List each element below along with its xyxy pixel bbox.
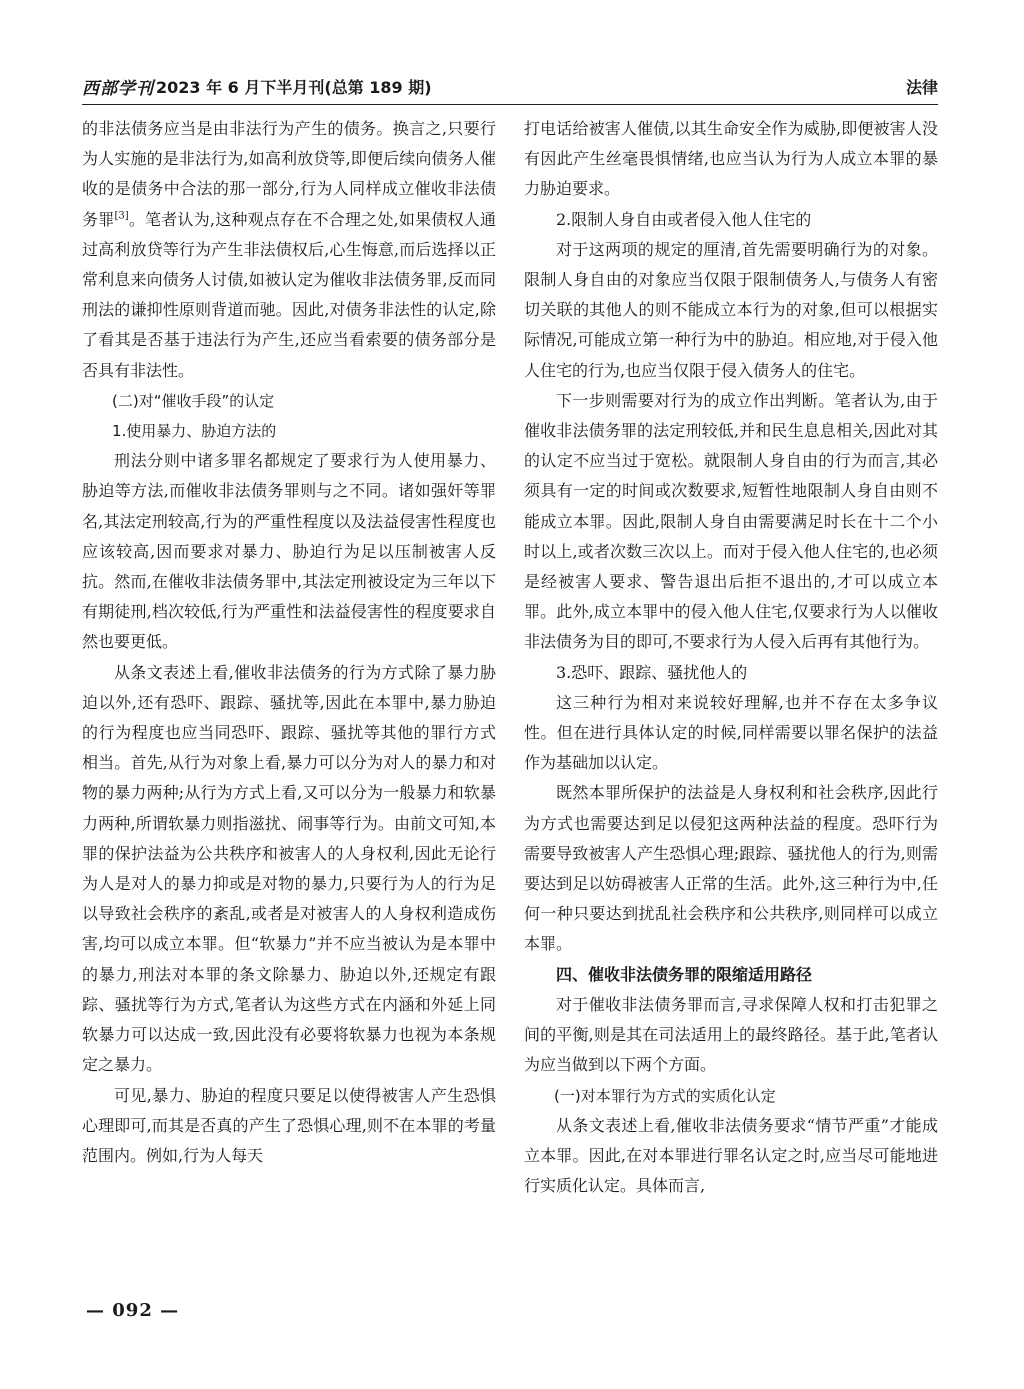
section-heading [524, 960, 938, 990]
paragraph [524, 778, 938, 959]
right-column [524, 114, 938, 1274]
subheading [524, 1081, 938, 1111]
paragraph-text: 2.限制人身自由或者侵入他人住宅的 [556, 209, 812, 229]
paragraph-text: 从条文表述上看,催收非法债务要求“情节严重”才能成立本罪。因此,在对本罪进行罪名认定之时,应当尽可能地进行实质化认定。具体而言, [524, 1115, 938, 1196]
paragraph-text: 可见,暴力、胁迫的程度只要足以使得被害人产生恐惧心理即可,而其是否真的产生了恐惧心理,则不在本罪的考量范围内。例如,行为人每天 [82, 1085, 496, 1165]
paragraph [524, 386, 938, 658]
page-number: — 092 — [86, 1300, 180, 1321]
paragraph-text: 的非法债务应当是由非法行为产生的债务。换言之,只要行为人实施的是非法行为,如高利放贷等,即便后续向债务人催收的是债务中合法的那一部分,行为人同样成立催收非法债务罪 [82, 119, 496, 229]
paragraph-text: 既然本罪所保护的法益是人身权利和社会秩序,因此行为方式也需要达到足以侵犯这两种法益的程度。恐吓行为需要导致被害人产生恐惧心理;跟踪、骚扰他人的行为,则需要达到足以妨碍被害人正常的生活。此外,这三种行为中,任何一种只要达到扰乱社会秩序和公共秩序,则同样可以成立本罪。 [524, 783, 938, 954]
paragraph-text: (二)对“催收手段”的认定 [112, 391, 275, 410]
paragraph [82, 658, 496, 1081]
paragraph-text: 这三种行为相对来说较好理解,也并不存在太多争议性。但在进行具体认定的时候,同样需要以罪名保护的法益作为基础加以认定。 [524, 692, 938, 773]
paragraph-continued [82, 114, 496, 386]
section-label: 法律 [905, 77, 938, 97]
paragraph-text: 打电话给被害人催债,以其生命安全作为威胁,即便被害人没有因此产生丝毫畏惧情绪,也应当认为行为人成立本罪的暴力胁迫要求。 [524, 119, 938, 199]
paragraph-continued [524, 114, 938, 205]
paragraph-text: (一)对本罪行为方式的实质化认定 [554, 1086, 776, 1105]
paragraph-text: 对于这两项的规定的厘清,首先需要明确行为的对象。限制人身自由的对象应当仅限于限制债务人,与债务人有密切关联的其他人的则不能成立本行为的对象,但可以根据实际情况,可能成立第一种行为中的胁迫。相应地,对于侵入他人住宅的行为,也应当仅限于侵入债务人的住宅。 [524, 239, 938, 380]
body-columns [82, 114, 938, 1274]
citation-ref: [3] [114, 210, 129, 222]
paragraph [524, 990, 938, 1081]
paragraph-text: 3.恐吓、跟踪、骚扰他人的 [556, 662, 748, 682]
paragraph-text: 四、催收非法债务罪的限缩适用路径 [556, 964, 813, 984]
header-rule [82, 104, 938, 105]
paragraph [524, 235, 938, 386]
issue-info: 2023 年 6 月下半月刊(总第 189 期) [156, 77, 432, 97]
subheading [82, 416, 496, 446]
paragraph-text-tail: 。笔者认为,这种观点存在不合理之处,如果债权人通过高利放贷等行为产生非法债权后,心生悔意,而后选择以正常利息来向债务人讨债,如被认定为催收非法债务罪,反而同刑法的谦抑性原则背道而驰。因此,对债务非法性的认定,除了看其是否基于违法行为产生,还应当看索要的债务部分是否具有非法性。 [82, 209, 496, 380]
paragraph [524, 205, 938, 235]
journal-name: 西部学刊 [82, 78, 154, 99]
paragraph [524, 688, 938, 779]
paragraph [82, 1081, 496, 1172]
header-journal-issue [82, 74, 432, 99]
paragraph [524, 1111, 938, 1202]
paragraph-text: 从条文表述上看,催收非法债务的行为方式除了暴力胁迫以外,还有恐吓、跟踪、骚扰等,因此在本罪中,暴力胁迫的行为程度也应当同恐吓、跟踪、骚扰等其他的罪行方式相当。首先,从行为对象上看,暴力可以分为对人的暴力和对物的暴力两种;从行为方式上看,又可以分为一般暴力和软暴力两种,所谓软暴力则指滋扰、闹事等行为。由前文可知,本罪的保护法益为公共秩序和被害人的人身权利,因此无论行为人是对人的暴力抑或是对物的暴力,只要行为人的行为足以导致社会秩序的紊乱,或者是对被害人的人身权利造成伤害,均可以成立本罪。但“软暴力”并不应当被认为是本罪中的暴力,刑法对本罪的条文除暴力、胁迫以外,还规定有跟踪、骚扰等行为方式,笔者认为这些方式在内涵和外延上同软暴力可以达成一致,因此没有必要将软暴力也视为本条规定之暴力。 [82, 662, 496, 1075]
running-header [82, 72, 938, 100]
paragraph-text: 1.使用暴力、胁迫方法的 [112, 422, 277, 441]
paragraph [524, 658, 938, 688]
paragraph-text: 刑法分则中诸多罪名都规定了要求行为人使用暴力、胁迫等方法,而催收非法债务罪则与之不同。诸如强奸等罪名,其法定刑较高,行为的严重性程度以及法益侵害性程度也应该较高,因而要求对暴力、胁迫行为足以压制被害人反抗。然而,在催收非法债务罪中,其法定刑被设定为三年以下有期徒刑,档次较低,行为严重性和法益侵害性的程度要求自然也要更低。 [82, 451, 496, 652]
paragraph-text: 对于催收非法债务罪而言,寻求保障人权和打击犯罪之间的平衡,则是其在司法适用上的最终路径。基于此,笔者认为应当做到以下两个方面。 [524, 994, 938, 1075]
left-column [82, 114, 496, 1274]
paragraph [82, 446, 496, 657]
subheading [82, 386, 496, 416]
paragraph-text: 下一步则需要对行为的成立作出判断。笔者认为,由于催收非法债务罪的法定刑较低,并和民生息息相关,因此对其的认定不应当过于宽松。就限制人身自由的行为而言,其必须具有一定的时间或次数要求,短暂性地限制人身自由则不能成立本罪。因此,限制人身自由需要满足时长在十二个小时以上,或者次数三次以上。而对于侵入他人住宅的,也必须是经被害人要求、警告退出后拒不退出的,才可以成立本罪。此外,成立本罪中的侵入他人住宅,仅要求行为人以催收非法债务为目的即可,不要求行为人侵入后再有其他行为。 [524, 390, 938, 652]
